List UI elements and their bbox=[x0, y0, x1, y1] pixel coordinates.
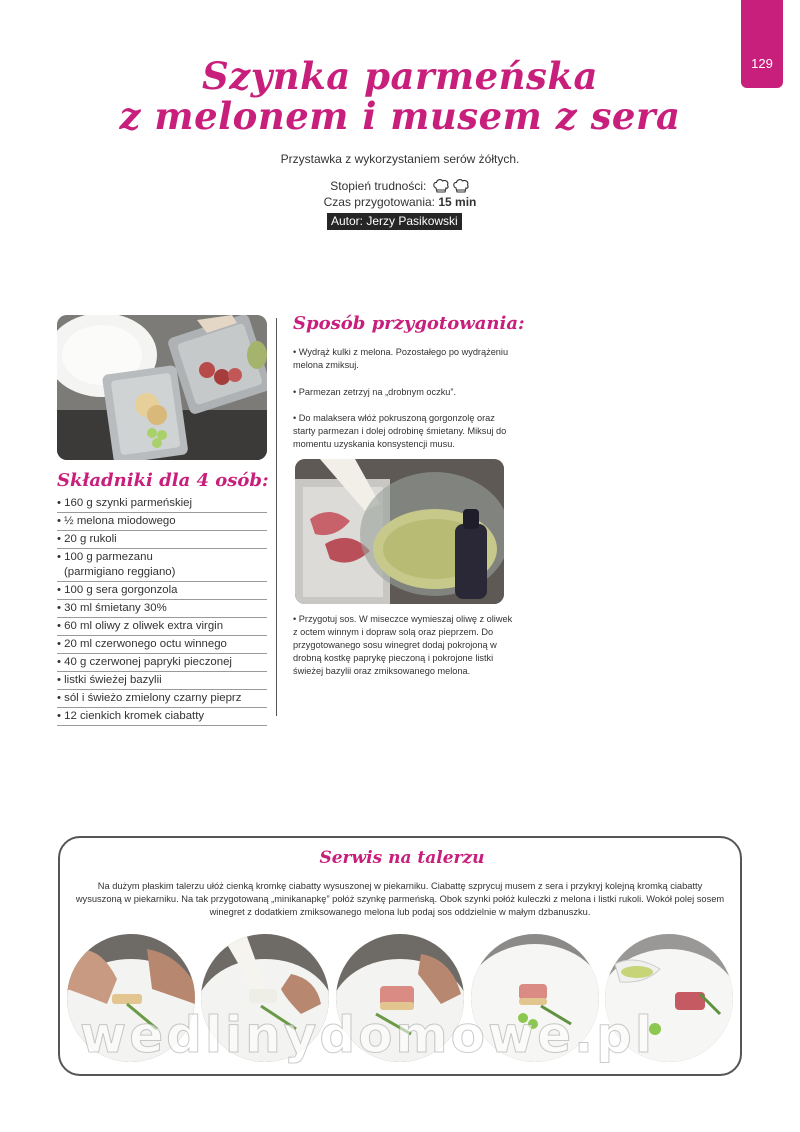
ingredient-text: • 60 ml oliwy z oliwek extra virgin bbox=[57, 620, 224, 632]
ingredient-item bbox=[57, 708, 267, 726]
difficulty-label: Stopień trudności: bbox=[330, 179, 427, 193]
prep-time-row bbox=[0, 195, 800, 209]
author-badge: Autor: Jerzy Pasikowski bbox=[327, 213, 462, 230]
ingredient-item bbox=[57, 600, 267, 618]
serving-heading: Serwis na talerzu bbox=[319, 848, 485, 868]
serving-text: Na dużym płaskim talerzu ułóż cienką kromkę ciabatty wysuszonej w piekarniku. Ciabattę szprycuj musem z sera i przykryj kolejną kromką ciabatty wysuszoną w piekarniku. Na tak przygotowaną „minikanapkę” połóż szynkę parmeńską. Obok szynki połóż kuleczki z melona i listki rukoli. Wokół polej sosem winegret z dodatkiem zmiksowanego melona lub podaj sos oddzielnie w małym dzbanuszku. bbox=[75, 881, 725, 917]
ingredient-text: • 40 g czerwonej papryki pieczonej bbox=[57, 656, 232, 668]
ingredient-item bbox=[57, 495, 267, 513]
method-step: • Wydrąż kulki z melona. Pozostałego po wydrążeniu melona zmiksuj. bbox=[293, 347, 509, 370]
ingredient-text: • 20 ml czerwonego octu winnego bbox=[57, 638, 227, 650]
ingredient-item bbox=[57, 549, 267, 582]
method-heading: Sposób przygotowania: bbox=[293, 313, 525, 334]
chef-hat-icon bbox=[452, 178, 470, 194]
watermark: wedlinydomowe.pl bbox=[80, 1006, 655, 1064]
chef-hat-icon bbox=[432, 178, 450, 194]
difficulty-row bbox=[0, 178, 800, 194]
column-divider bbox=[276, 318, 277, 716]
ingredients-list bbox=[57, 495, 267, 726]
ingredients-heading: Składniki dla 4 osób: bbox=[57, 470, 269, 491]
recipe-title-line-2: z melonem i musem z sera bbox=[119, 94, 681, 138]
ingredient-text: • 160 g szynki parmeńskiej bbox=[57, 497, 193, 509]
ingredients-photo-illustration bbox=[57, 315, 267, 460]
ingredient-text: • sól i świeżo zmielony czarny pieprz bbox=[57, 692, 242, 704]
page-number: 129 bbox=[751, 56, 773, 71]
method-step: • Przygotuj sos. W miseczce wymieszaj oliwę z oliwek z octem winnym i dopraw solą oraz pieprzem. Do przygotowanego sosu winegret dodaj pokrojoną w drobną kostkę paprykę pieczoną i pokrojone listki świeżej bazylii oraz zmiksowanego melona. bbox=[293, 614, 513, 676]
ingredient-text-continuation: (parmigiano reggiano) bbox=[64, 566, 176, 578]
ingredient-text: • 20 g rukoli bbox=[57, 533, 117, 545]
ingredient-item bbox=[57, 513, 267, 531]
ingredient-text: • ½ melona miodowego bbox=[57, 515, 176, 527]
ingredient-item bbox=[57, 690, 267, 708]
prep-time-value: 15 min bbox=[438, 195, 477, 209]
ingredient-item bbox=[57, 654, 267, 672]
ingredient-text: • 30 ml śmietany 30% bbox=[57, 602, 167, 614]
ingredient-text: • 12 cienkich kromek ciabatty bbox=[57, 710, 205, 722]
ingredient-text: • listki świeżej bazylii bbox=[57, 674, 162, 686]
ingredient-item bbox=[57, 636, 267, 654]
prep-time-label: Czas przygotowania: bbox=[323, 195, 436, 209]
ingredient-text: • 100 g sera gorgonzola bbox=[57, 584, 178, 596]
ingredients-photo bbox=[57, 315, 267, 460]
recipe-subtitle: Przystawka z wykorzystaniem serów żółtych. bbox=[280, 152, 520, 166]
recipe-title-line-1: Szynka parmeńska bbox=[202, 54, 598, 98]
ingredient-item bbox=[57, 531, 267, 549]
ingredient-item bbox=[57, 672, 267, 690]
method-step: • Parmezan zetrzyj na „drobnym oczku”. bbox=[293, 387, 457, 397]
sauce-photo bbox=[295, 459, 504, 604]
ingredient-text: • 100 g parmezanu bbox=[57, 551, 153, 563]
ingredient-item bbox=[57, 582, 267, 600]
ingredient-item bbox=[57, 618, 267, 636]
method-step: • Do malaksera włóż pokruszoną gorgonzolę oraz starty parmezan i dolej odrobinę śmietany. Miksuj do momentu uzyskania konsystencji musu. bbox=[293, 413, 507, 449]
sauce-photo-illustration bbox=[295, 459, 504, 604]
